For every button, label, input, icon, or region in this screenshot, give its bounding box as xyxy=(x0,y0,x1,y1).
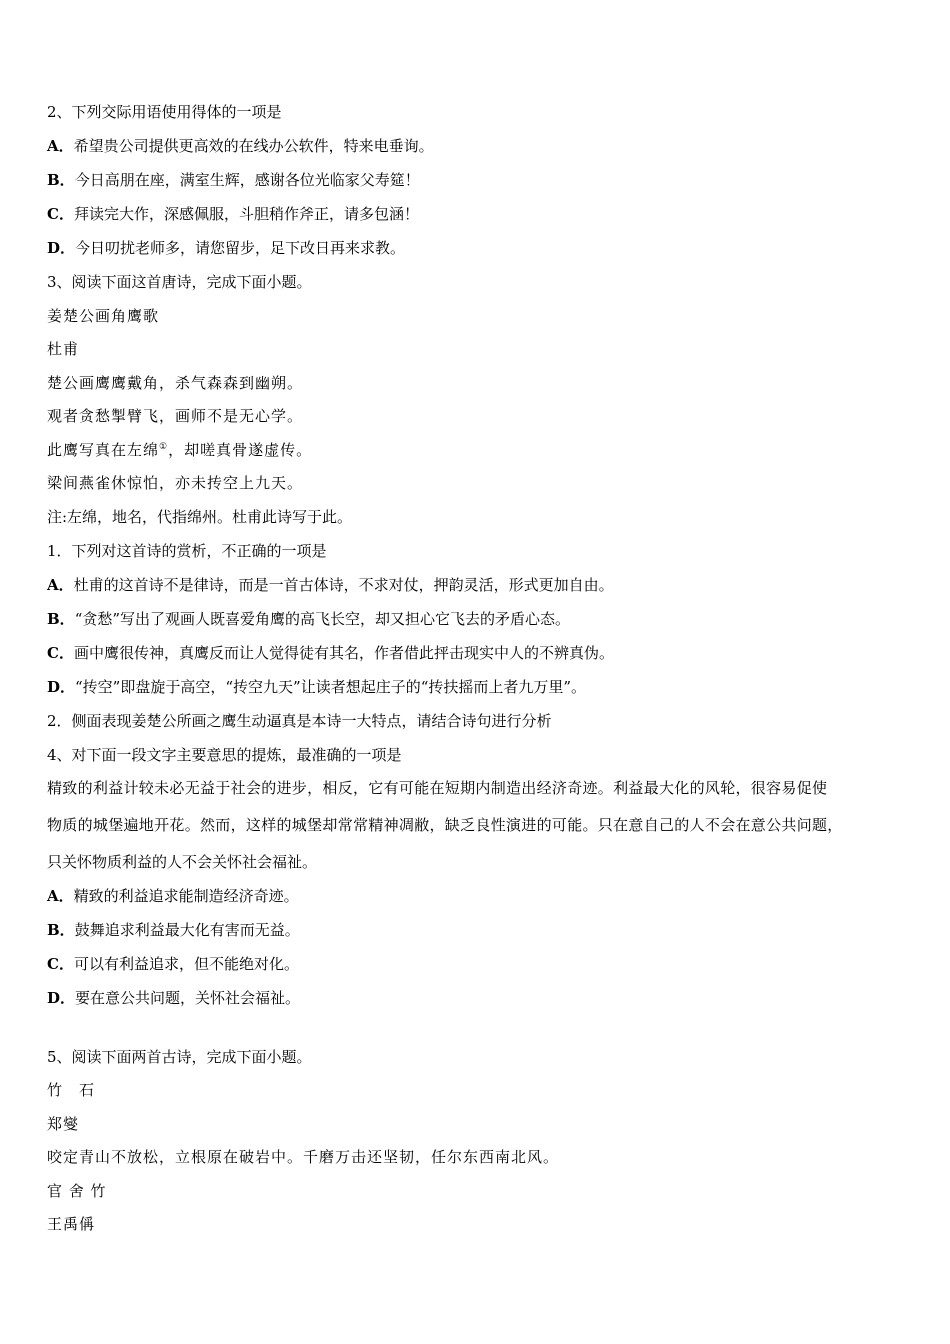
poem1-author: 郑燮 xyxy=(47,1115,80,1133)
option-letter: D． xyxy=(47,678,76,696)
option-letter: C． xyxy=(47,205,74,223)
option-letter: D． xyxy=(47,989,76,1007)
option-letter: D． xyxy=(47,239,76,257)
poem2-title: 官 舍 竹 xyxy=(47,1182,107,1200)
option-text: 要在意公共问题，关怀社会福祉。 xyxy=(75,989,301,1007)
option-text: 希望贵公司提供更高效的在线办公软件，特来电垂询。 xyxy=(73,137,434,155)
q4-option-d xyxy=(47,988,300,1008)
poem-title: 姜楚公画角鹰歌 xyxy=(47,307,160,325)
q2-stem: 2、下列交际用语使用得体的一项是 xyxy=(47,103,282,121)
poem2-author: 王禹偁 xyxy=(47,1215,96,1233)
poem-line xyxy=(47,440,312,460)
option-text: 可以有利益追求，但不能绝对化。 xyxy=(73,955,299,973)
q4-option-c xyxy=(47,954,299,974)
option-text: 今日高朋在座，满室生辉，感谢各位光临家父寿筵！ xyxy=(74,171,420,189)
option-text: “抟空”即盘旋于高空，“抟空九天”让读者想起庄子的“抟扶摇而上者九万里”。 xyxy=(75,678,587,696)
q3-sub2-stem: 2．侧面表现姜楚公所画之鹰生动逼真是本诗一大特点，请结合诗句进行分析 xyxy=(47,712,552,730)
q2-option-a xyxy=(47,136,434,156)
option-text: 今日叨扰老师多，请您留步，足下改日再来求教。 xyxy=(75,239,406,257)
q2-option-d xyxy=(47,238,405,258)
q4-option-b xyxy=(47,920,300,940)
option-letter: A． xyxy=(47,137,74,155)
option-letter: C． xyxy=(47,955,74,973)
q3-sub1-option-c xyxy=(47,643,614,663)
q3-sub1-option-a xyxy=(47,575,614,595)
q4-passage-line: 物质的城堡遍地开花。然而，这样的城堡却常常精神凋敝，缺乏良性演进的可能。只在意自己的人不会在意公共问题， xyxy=(47,816,843,834)
q4-passage-line: 只关怀物质利益的人不会关怀社会福祉。 xyxy=(47,853,318,871)
footnote-marker: ① xyxy=(159,442,169,452)
poem-line: 梁间燕雀休惊怕，亦未抟空上九天。 xyxy=(47,474,304,492)
q3-sub1-option-d xyxy=(47,677,586,697)
q3-sub1-stem: 1．下列对这首诗的赏析，不正确的一项是 xyxy=(47,542,327,560)
q3-stem: 3、阅读下面这首唐诗，完成下面小题。 xyxy=(47,273,312,291)
poem-note: 注:左绵，地名，代指绵州。杜甫此诗写于此。 xyxy=(47,508,353,526)
poem-line: 观者贪愁掣臂飞，画师不是无心学。 xyxy=(47,407,304,425)
option-text: 精致的利益追求能制造经济奇迹。 xyxy=(73,887,299,905)
q3-sub1-option-b xyxy=(47,609,570,629)
q4-passage-line: 精致的利益计较未必无益于社会的进步，相反，它有可能在短期内制造出经济奇迹。利益最大化的风轮，很容易促使 xyxy=(47,779,828,797)
poem-line: 楚公画鹰鹰戴角，杀气森森到幽朔。 xyxy=(47,374,304,392)
poem-line-head: 此鹰写真在左绵 xyxy=(47,441,160,459)
poem-line-tail: ，却嗟真骨遂虚传。 xyxy=(168,441,313,459)
option-letter: B． xyxy=(47,921,75,939)
poem1-text: 咬定青山不放松，立根原在破岩中。千磨万击还坚韧，任尔东西南北风。 xyxy=(47,1148,560,1166)
poem-author: 杜甫 xyxy=(47,340,80,358)
option-text: 画中鹰很传神，真鹰反而让人觉得徒有其名，作者借此抨击现实中人的不辨真伪。 xyxy=(73,644,614,662)
option-text: 杜甫的这首诗不是律诗，而是一首古体诗，不求对仗，押韵灵活，形式更加自由。 xyxy=(73,576,614,594)
option-text: “贪愁”写出了观画人既喜爱角鹰的高飞长空，却又担心它飞去的矛盾心态。 xyxy=(74,610,571,628)
option-letter: C． xyxy=(47,644,74,662)
option-text: 鼓舞追求利益最大化有害而无益。 xyxy=(74,921,300,939)
q2-option-c xyxy=(47,204,419,224)
option-letter: A． xyxy=(47,576,74,594)
option-letter: B． xyxy=(47,610,75,628)
option-text: 拜读完大作，深感佩服，斗胆稍作斧正，请多包涵！ xyxy=(73,205,419,223)
option-letter: B． xyxy=(47,171,75,189)
q2-option-b xyxy=(47,170,420,190)
poem1-title: 竹 石 xyxy=(47,1081,96,1099)
q5-stem: 5、阅读下面两首古诗，完成下面小题。 xyxy=(47,1048,312,1066)
q4-option-a xyxy=(47,886,299,906)
option-letter: A． xyxy=(47,887,74,905)
q4-stem: 4、对下面一段文字主要意思的提炼，最准确的一项是 xyxy=(47,746,402,764)
